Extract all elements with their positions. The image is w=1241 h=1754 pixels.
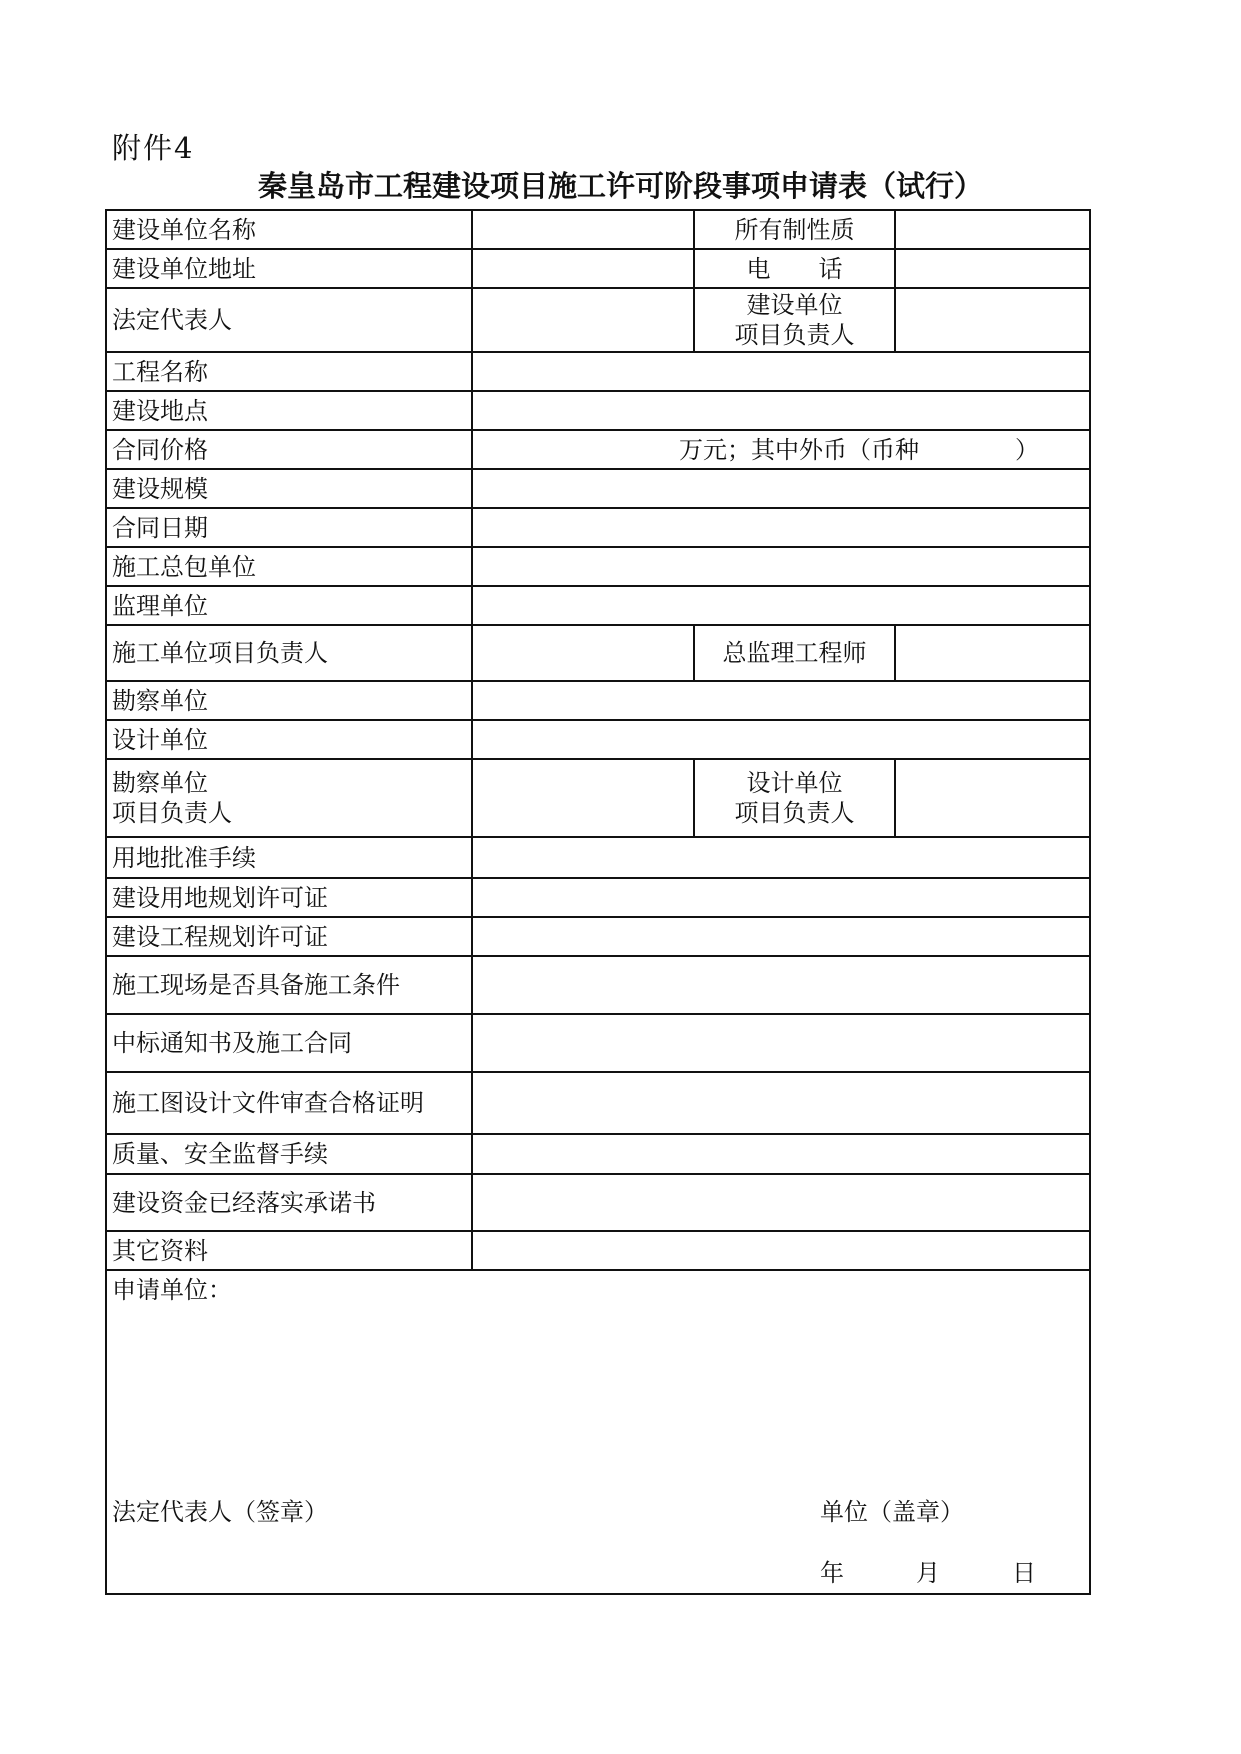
survey-project-lead-label: 勘察单位 项目负责人 xyxy=(106,759,472,837)
location-label: 建设地点 xyxy=(106,391,472,430)
bid-notice-field[interactable] xyxy=(472,1014,1090,1072)
form-row xyxy=(106,956,1090,1014)
applicant-row xyxy=(106,1270,1090,1594)
contract-date-label: 合同日期 xyxy=(106,508,472,547)
contract-price-label: 合同价格 xyxy=(106,430,472,469)
scale-field[interactable] xyxy=(472,469,1090,508)
form-row xyxy=(106,1134,1090,1174)
form-row xyxy=(106,249,1090,288)
applicant-label: 申请单位： xyxy=(112,1276,232,1304)
form-row xyxy=(106,1014,1090,1072)
legal-rep-field[interactable] xyxy=(472,288,694,352)
form-row xyxy=(106,430,1090,469)
site-ready-label: 施工现场是否具备施工条件 xyxy=(106,956,472,1014)
funding-commitment-field[interactable] xyxy=(472,1174,1090,1231)
survey-unit-label: 勘察单位 xyxy=(106,681,472,720)
builder-name-field[interactable] xyxy=(472,210,694,249)
supervisor-unit-label: 监理单位 xyxy=(106,586,472,625)
land-planning-permit-field[interactable] xyxy=(472,878,1090,917)
unit-seal-label: 单位（盖章） xyxy=(820,1498,964,1526)
form-row xyxy=(106,837,1090,878)
general-contractor-field[interactable] xyxy=(472,547,1090,586)
form-row xyxy=(106,547,1090,586)
form-row xyxy=(106,720,1090,759)
site-ready-field[interactable] xyxy=(472,956,1090,1014)
contractor-project-lead-label: 施工单位项目负责人 xyxy=(106,625,472,681)
land-approval-field[interactable] xyxy=(472,837,1090,878)
general-contractor-label: 施工总包单位 xyxy=(106,547,472,586)
form-row xyxy=(106,469,1090,508)
form-row xyxy=(106,352,1090,391)
other-docs-label: 其它资料 xyxy=(106,1231,472,1270)
form-row xyxy=(106,508,1090,547)
rep-signature-label: 法定代表人（签章） xyxy=(112,1498,328,1526)
form-row xyxy=(106,917,1090,956)
page-title: 秦皇岛市工程建设项目施工许可阶段事项申请表（试行） xyxy=(257,169,983,203)
ownership-label: 所有制性质 xyxy=(694,210,895,249)
ownership-field[interactable] xyxy=(895,210,1090,249)
phone-field[interactable] xyxy=(895,249,1090,288)
form-row xyxy=(106,625,1090,681)
design-project-lead-label: 设计单位 项目负责人 xyxy=(694,759,895,837)
form-row xyxy=(106,586,1090,625)
form-row xyxy=(106,878,1090,917)
contract-date-field[interactable] xyxy=(472,508,1090,547)
drawing-review-field[interactable] xyxy=(472,1072,1090,1134)
form-row xyxy=(106,681,1090,720)
applicant-section[interactable] xyxy=(106,1270,1090,1594)
drawing-review-label: 施工图设计文件审查合格证明 xyxy=(106,1072,472,1134)
project-name-field[interactable] xyxy=(472,352,1090,391)
legal-rep-label: 法定代表人 xyxy=(106,288,472,352)
chief-supervisor-label: 总监理工程师 xyxy=(694,625,895,681)
design-unit-label: 设计单位 xyxy=(106,720,472,759)
supervisor-unit-field[interactable] xyxy=(472,586,1090,625)
attachment-label: 附件4 xyxy=(112,131,195,165)
builder-name-label: 建设单位名称 xyxy=(106,210,472,249)
form-row xyxy=(106,1174,1090,1231)
design-project-lead-field[interactable] xyxy=(895,759,1090,837)
builder-address-label: 建设单位地址 xyxy=(106,249,472,288)
quality-safety-label: 质量、安全监督手续 xyxy=(106,1134,472,1174)
phone-label: 电 话 xyxy=(694,249,895,288)
form-row xyxy=(106,210,1090,249)
funding-commitment-label: 建设资金已经落实承诺书 xyxy=(106,1174,472,1231)
project-planning-permit-field[interactable] xyxy=(472,917,1090,956)
survey-project-lead-field[interactable] xyxy=(472,759,694,837)
application-form-table xyxy=(105,209,1091,1595)
project-planning-permit-label: 建设工程规划许可证 xyxy=(106,917,472,956)
form-row xyxy=(106,288,1090,352)
builder-project-lead-field[interactable] xyxy=(895,288,1090,352)
contractor-project-lead-field[interactable] xyxy=(472,625,694,681)
other-docs-field[interactable] xyxy=(472,1231,1090,1270)
scale-label: 建设规模 xyxy=(106,469,472,508)
location-field[interactable] xyxy=(472,391,1090,430)
design-unit-field[interactable] xyxy=(472,720,1090,759)
builder-project-lead-label: 建设单位 项目负责人 xyxy=(694,288,895,352)
form-row xyxy=(106,759,1090,837)
land-planning-permit-label: 建设用地规划许可证 xyxy=(106,878,472,917)
form-row xyxy=(106,391,1090,430)
date-label: 年 月 日 xyxy=(820,1559,1036,1587)
form-row xyxy=(106,1231,1090,1270)
contract-price-field[interactable]: 万元；其中外币（币种 ） xyxy=(472,430,1090,469)
form-row xyxy=(106,1072,1090,1134)
bid-notice-label: 中标通知书及施工合同 xyxy=(106,1014,472,1072)
project-name-label: 工程名称 xyxy=(106,352,472,391)
survey-unit-field[interactable] xyxy=(472,681,1090,720)
builder-address-field[interactable] xyxy=(472,249,694,288)
quality-safety-field[interactable] xyxy=(472,1134,1090,1174)
land-approval-label: 用地批准手续 xyxy=(106,837,472,878)
chief-supervisor-field[interactable] xyxy=(895,625,1090,681)
